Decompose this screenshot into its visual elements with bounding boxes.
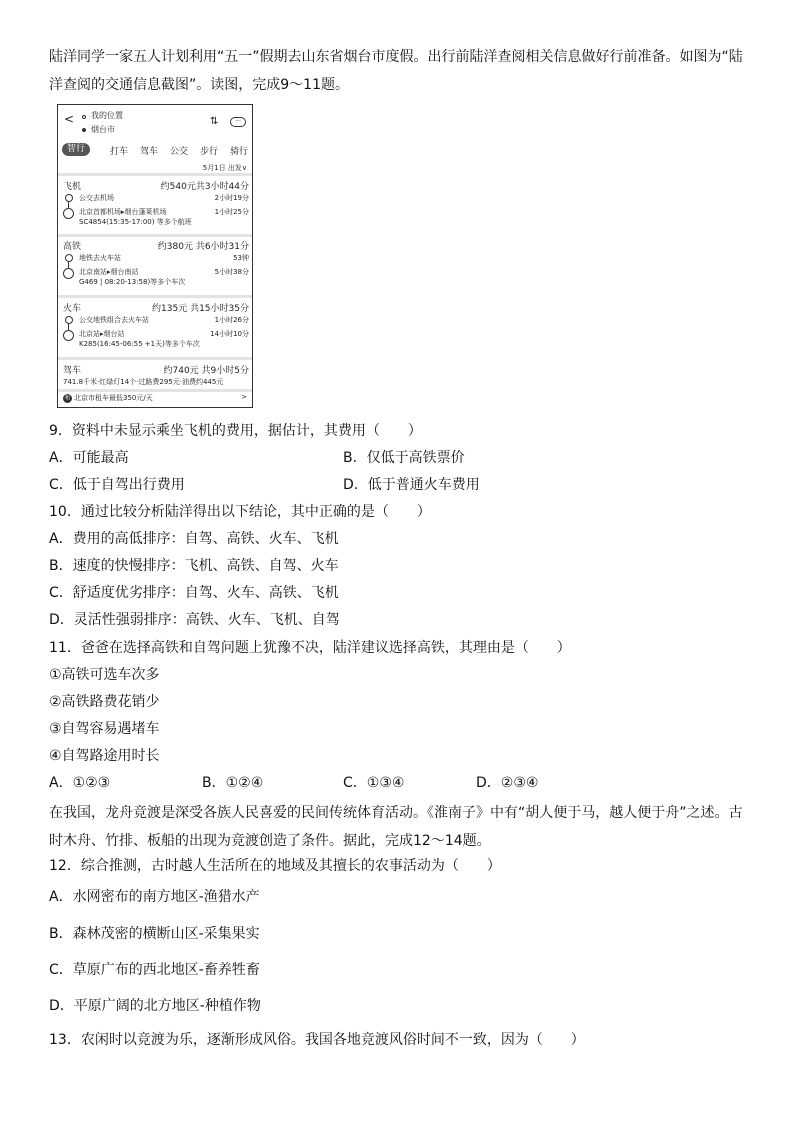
q12-option-c: C．草原广布的西北地区-畜养牲畜: [49, 962, 260, 978]
destination-label: 烟台市: [91, 125, 115, 134]
option-plane: [63, 179, 249, 229]
question-9-stem: 9．资料中未显示乘坐飞机的费用，据估计，其费用（ ）: [49, 423, 422, 439]
tab-taxi: 打车: [110, 147, 129, 157]
tab-bus: 公交: [170, 147, 189, 157]
q11-statement-2: ②高铁路费花销少: [49, 694, 160, 710]
option-title: 飞机: [63, 182, 82, 192]
q9-option-a: A．可能最高: [49, 450, 129, 466]
swap-icon: ⇅: [210, 116, 219, 127]
tab-walk: 步行: [200, 147, 219, 157]
q11-option-a: A．①②③: [49, 775, 111, 791]
q9-option-b: B．仅低于高铁票价: [343, 450, 465, 466]
origin-label: 我的位置: [91, 111, 123, 120]
q11-statement-4: ④自驾路途用时长: [49, 748, 160, 764]
q10-option-d: D．灵活性强弱排序：高铁、火车、飞机、自驾: [49, 612, 340, 628]
intro-passage-2: 在我国，龙舟竞渡是深受各族人民喜爱的民间传统体育活动。《淮南子》中有“胡人便于马，越人便于舟”之述。古时木舟、竹排、板船的出现为竞渡创造了条件。据此，完成12～14题。: [49, 805, 743, 849]
route-row: 公交去机场 2小时19分: [79, 194, 249, 202]
departure-date: 5月1日 出发∨: [202, 164, 247, 172]
q12-option-d: D．平原广阔的北方地区-种植作物: [49, 998, 261, 1014]
route-row: 北京南站▸烟台南站 5小时38分: [79, 268, 249, 276]
q10-option-c: C．舒适度优劣排序：自驾、火车、高铁、飞机: [49, 585, 339, 601]
tab-smart: 智行: [62, 143, 90, 156]
q11-statement-1: ①高铁可选车次多: [49, 667, 160, 683]
q10-option-b: B．速度的快慢排序：飞机、高铁、自驾、火车: [49, 558, 339, 574]
q11-option-c: C．①③④: [343, 775, 405, 791]
mode-tabs: [62, 143, 250, 157]
train-icon: [63, 268, 74, 279]
q11-statement-3: ③自驾容易遇堵车: [49, 721, 160, 737]
option-price: 约380元 共6小时31分: [157, 242, 249, 252]
q11-option-d: D．②③④: [476, 775, 539, 791]
q9-option-c: C．低于自驾出行费用: [49, 477, 185, 493]
q12-option-b: B．森林茂密的横断山区-采集果实: [49, 926, 260, 942]
route-row: G469 | 08:20-13:58)等多个车次: [79, 278, 186, 286]
intro-passage-1: 陆洋同学一家五人计划利用“五一”假期去山东省烟台市度假。出行前陆洋查阅相关信息做好行前准备。如图为“陆洋查阅的交通信息截图”。读图，完成9～11题。: [49, 49, 743, 93]
car-rental-bar: 租 北京市租车最低350元/天 >: [64, 393, 247, 402]
chevron-right-icon: >: [241, 393, 247, 401]
more-icon: ···: [230, 117, 246, 127]
option-title: 驾车: [63, 366, 82, 376]
route-row: 北京首都机场▸烟台蓬莱机场 1小时25分: [79, 208, 249, 216]
question-13-stem: 13．农闲时以竞渡为乐，逐渐形成风俗。我国各地竞渡风俗时间不一致，因为（ ）: [49, 1032, 585, 1048]
divider: [58, 295, 252, 298]
divider: [58, 389, 252, 392]
q11-option-b: B．①②④: [202, 775, 264, 791]
option-title: 高铁: [63, 242, 82, 252]
start-dot-icon: [65, 194, 73, 202]
q9-option-d: D．低于普通火车费用: [343, 477, 480, 493]
rental-icon: 租: [64, 394, 70, 401]
route-dots-icon: [82, 115, 86, 133]
divider: [58, 173, 252, 176]
transport-screenshot: [57, 104, 253, 408]
option-price: 约740元 共9小时5分: [163, 366, 249, 376]
tab-drive: 驾车: [140, 147, 159, 157]
back-icon: <: [64, 112, 75, 126]
q12-option-a: A．水网密布的南方地区-渔猎水产: [49, 889, 260, 905]
route-row: K285(16:45-06:55 +1天)等多个车次: [79, 340, 200, 348]
route-row: SC4854(15:35-17:00) 等多个航班: [79, 218, 192, 226]
option-price: 约540元共3小时44分: [160, 182, 249, 192]
question-10-stem: 10．通过比较分析陆洋得出以下结论，其中正确的是（ ）: [49, 504, 431, 520]
option-price: 约135元 共15小时35分: [152, 304, 249, 314]
divider: [58, 234, 252, 237]
start-dot-icon: [65, 316, 73, 324]
q10-option-a: A．费用的高低排序：自驾、高铁、火车、飞机: [49, 531, 339, 547]
start-dot-icon: [65, 254, 73, 262]
tab-bike: 骑行: [230, 147, 249, 157]
route-location-box: [64, 110, 248, 140]
train-icon: [63, 330, 74, 341]
divider: [58, 357, 252, 360]
route-row: 公交地铁组合去火车站 1小时26分: [79, 316, 249, 324]
option-drive: [63, 363, 249, 389]
question-11-stem: 11．爸爸在选择高铁和自驾问题上犹豫不决，陆洋建议选择高铁，其理由是（ ）: [49, 640, 571, 656]
plane-icon: [63, 208, 74, 219]
route-row: 741.8千米·红绿灯14个·过路费295元·油费约445元: [63, 378, 224, 386]
option-train: [63, 301, 249, 351]
question-12-stem: 12．综合推测，古时越人生活所在的地域及其擅长的农事活动为（ ）: [49, 858, 501, 874]
option-high-speed-rail: [63, 239, 249, 289]
route-row: 地铁去火车站 53钟: [79, 254, 249, 262]
option-title: 火车: [63, 304, 82, 314]
route-row: 北京站▸烟台站 14小时10分: [79, 330, 249, 338]
